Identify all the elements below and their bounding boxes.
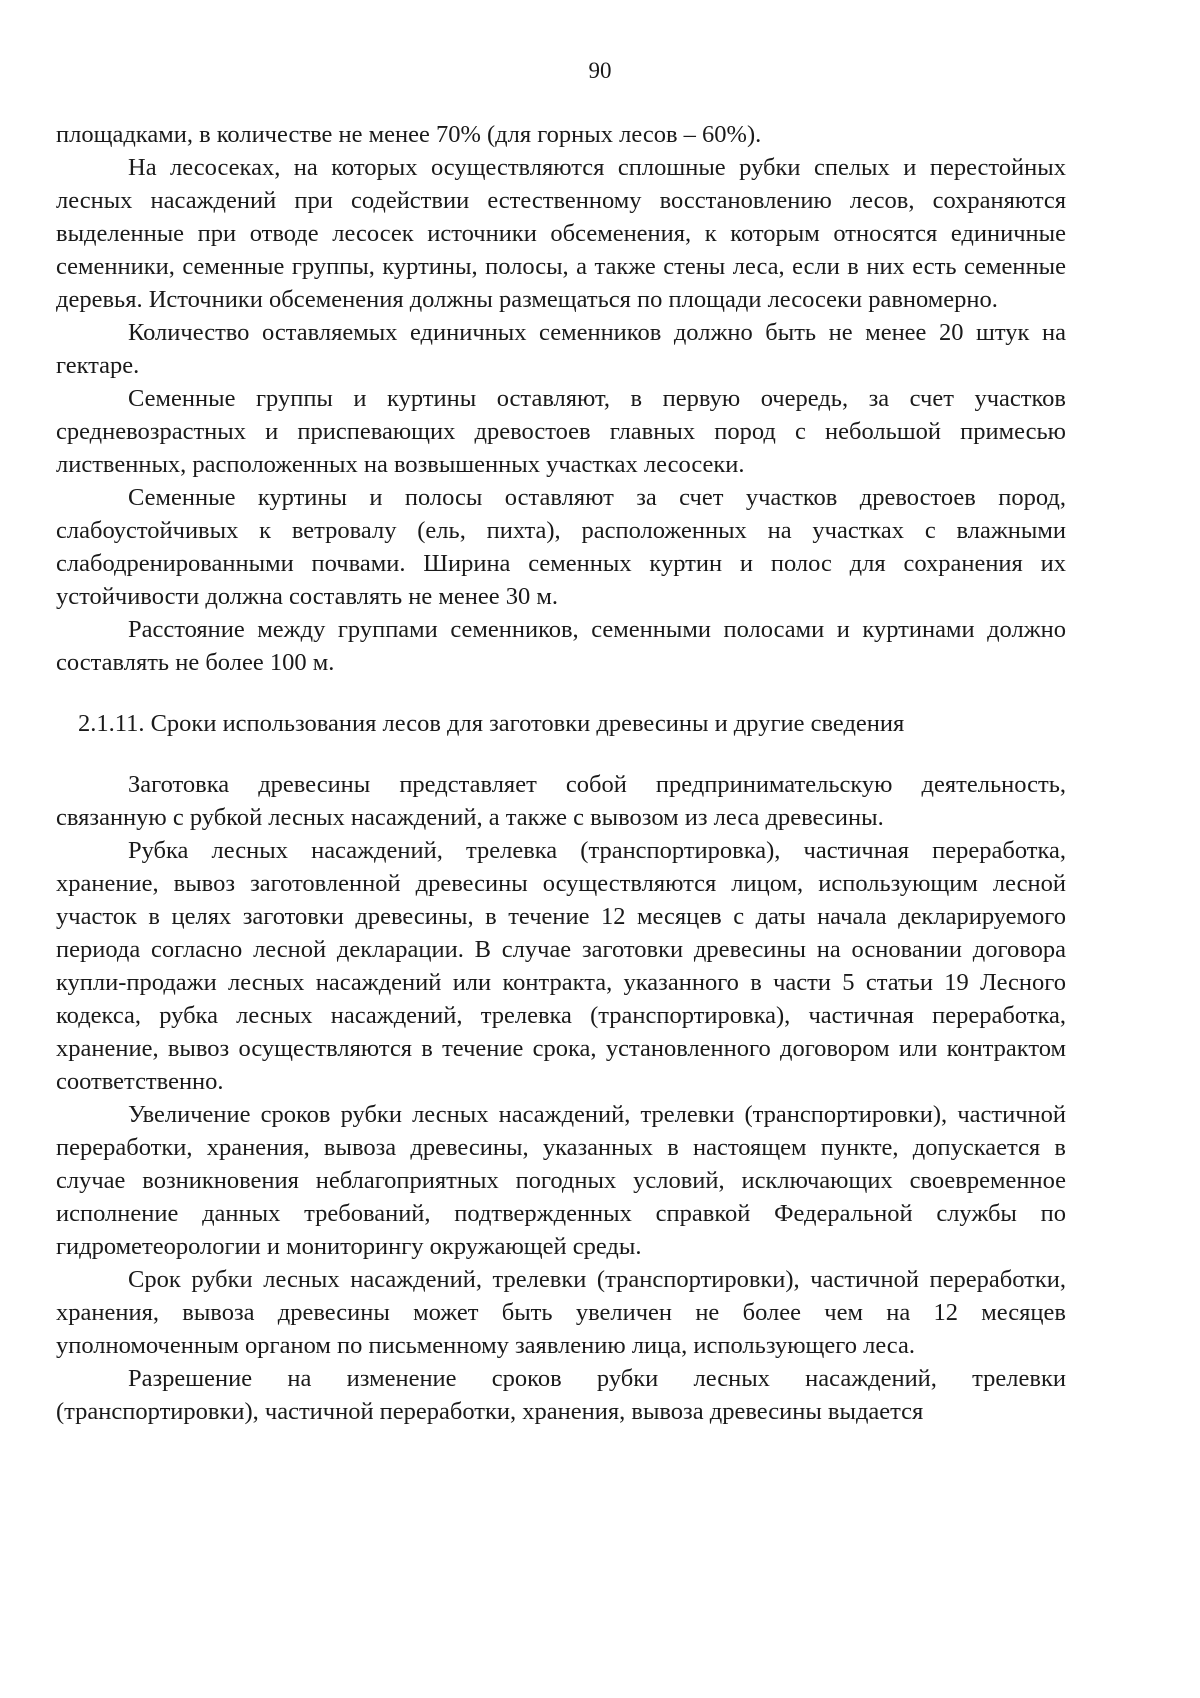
- page-content: [56, 118, 1066, 1428]
- paragraph-term-extension: Увеличение сроков рубки лесных насаждений, трелевки (транспортировки), частичной переработки, хранения, вывоза древесины, указанных в настоящем пункте, допускается в случае возникновения неблагоприятных погодных условий, исключающих своевременное исполнение данных требований, подтвержденных справкой Федеральной службы по гидрометеорологии и мониторингу окружающей среды.: [56, 1101, 1066, 1260]
- paragraph-continuation: площадками, в количестве не менее 70% (для горных лесов – 60%).: [56, 121, 762, 148]
- section-heading: 2.1.11. Сроки использования лесов для заготовки древесины и другие сведения: [78, 710, 905, 737]
- paragraph-seed-tree-count: Количество оставляемых единичных семенников должно быть не менее 20 штук на гектаре.: [56, 319, 1066, 379]
- paragraph-term-increase: Срок рубки лесных насаждений, трелевки (транспортировки), частичной переработки, хранения, вывоза древесины может быть увеличен не более чем на 12 месяцев уполномоченным органом по письменному заявлению лица, использующего леса.: [56, 1266, 1066, 1359]
- paragraph-logging-definition: Заготовка древесины представляет собой предпринимательскую деятельность, связанную с рубкой лесных насаждений, а также с вывозом из леса древесины.: [56, 771, 1066, 831]
- paragraph-seed-distance: Расстояние между группами семенников, семенными полосами и куртинами должно составлять не более 100 м.: [56, 616, 1066, 676]
- paragraph-seed-groups: Семенные группы и куртины оставляют, в первую очередь, за счет участков средневозрастных и приспевающих древостоев главных пород с небольшой примесью лиственных, расположенных на возвышенных участках лесосеки.: [56, 385, 1066, 478]
- paragraph-seed-sources: На лесосеках, на которых осуществляются сплошные рубки спелых и перестойных лесных насаждений при содействии естественному восстановлению лесов, сохраняются выделенные при отводе лесосек источники обсеменения, к которым относятся единичные семенники, семенные группы, куртины, полосы, а также стены леса, если в них есть семенные деревья. Источники обсеменения должны размещаться по площади лесосеки равномерно.: [56, 154, 1066, 313]
- paragraph-seed-strips: Семенные куртины и полосы оставляют за счет участков древостоев пород, слабоустойчивых к ветровалу (ель, пихта), расположенных на участках с влажными слабодренированными почвами. Ширина семенных куртин и полос для сохранения их устойчивости должна составлять не менее 30 м.: [56, 484, 1066, 610]
- page-number: 90: [588, 58, 612, 83]
- paragraph-logging-terms: Рубка лесных насаждений, трелевка (транспортировка), частичная переработка, хранение, вывоз заготовленной древесины осуществляются лицом, использующим лесной участок в целях заготовки древесины, в течение 12 месяцев с даты начала декларируемого периода согласно лесной декларации. В случае заготовки древесины на основании договора купли-продажи лесных насаждений или контракта, указанного в части 5 статьи 19 Лесного кодекса, рубка лесных насаждений, трелевка (транспортировка), частичная переработка, хранение, вывоз осуществляются в течение срока, установленного договором или контрактом соответственно.: [56, 837, 1066, 1095]
- paragraph-permission: Разрешение на изменение сроков рубки лесных насаждений, трелевки (транспортировки), частичной переработки, хранения, вывоза древесины выдается: [56, 1365, 1066, 1425]
